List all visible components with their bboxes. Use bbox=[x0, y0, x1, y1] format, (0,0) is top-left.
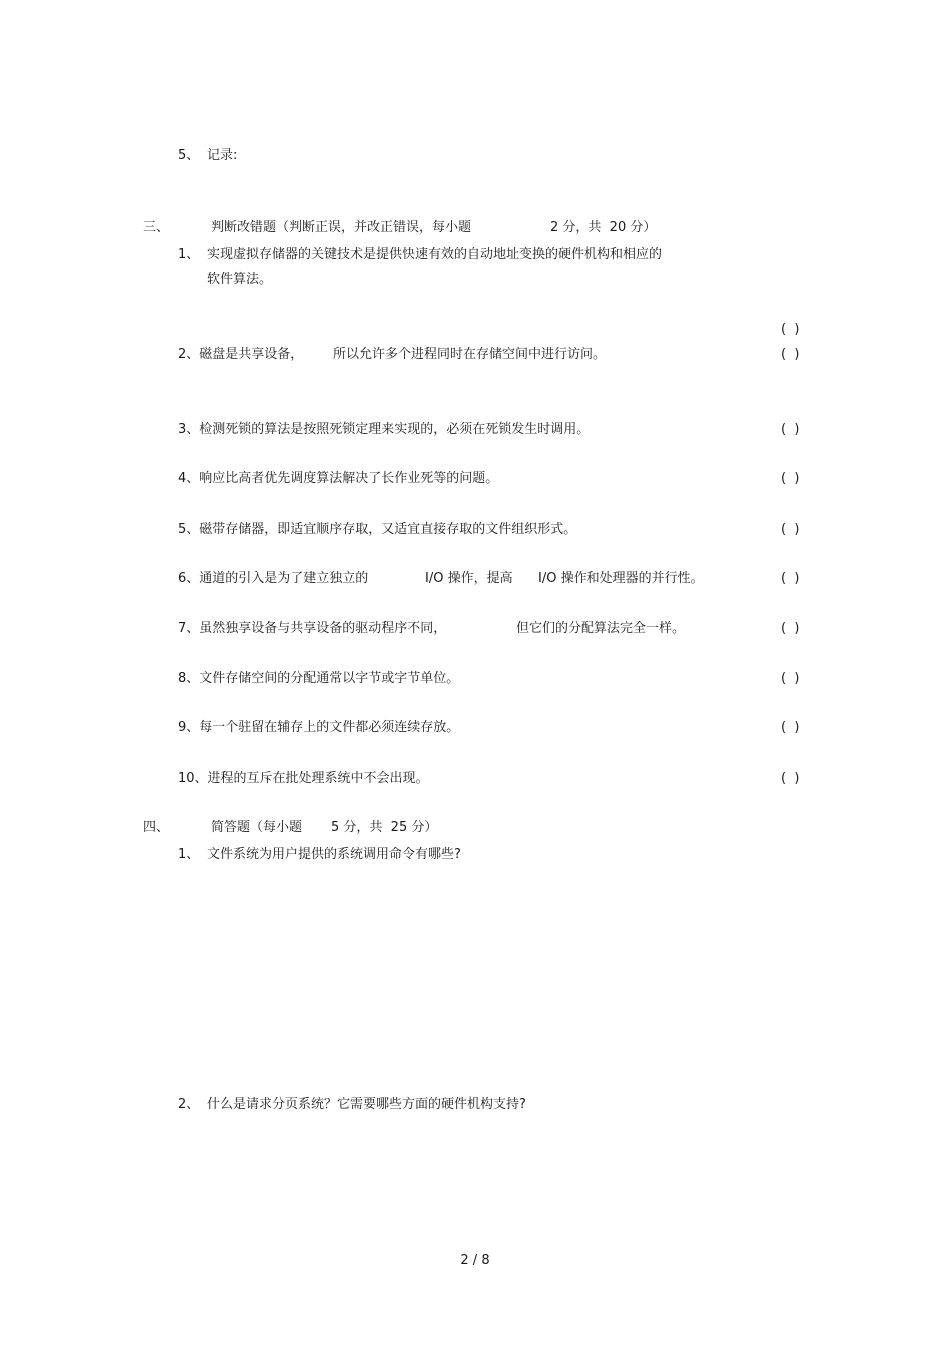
judge-item-2-answer-paren[interactable]: ( ) bbox=[781, 347, 800, 362]
section4-title: 简答题（每小题 bbox=[211, 820, 303, 835]
judge-item-3-answer-paren[interactable]: ( ) bbox=[781, 422, 800, 437]
short-item-1-text: 文件系统为用户提供的系统调用命令有哪些? bbox=[207, 847, 461, 862]
section4-score: 5 分，共 25 分） bbox=[331, 820, 438, 835]
judge-item-7-text-a: 7、虽然独享设备与共享设备的驱动程序不同， bbox=[178, 621, 447, 636]
judge-item-5-text: 5、磁带存储器，即适宜顺序存取，又适宜直接存取的文件组织形式。 bbox=[178, 522, 577, 537]
short-item-1-number: 1、 bbox=[178, 847, 200, 862]
section3-label: 三、 bbox=[143, 220, 170, 235]
prev-item-text: 记录: bbox=[207, 148, 238, 163]
judge-item-7-answer-paren[interactable]: ( ) bbox=[781, 621, 800, 636]
judge-item-6-text-c: I/O 操作和处理器的并行性。 bbox=[538, 571, 704, 586]
judge-item-2-text-a: 2、磁盘是共享设备， bbox=[178, 347, 304, 362]
judge-item-6-answer-paren[interactable]: ( ) bbox=[781, 571, 800, 586]
section3-score: 2 分，共 20 分） bbox=[550, 220, 657, 235]
judge-item-4-text: 4、响应比高者优先调度算法解决了长作业死等的问题。 bbox=[178, 471, 499, 486]
judge-item-8-answer-paren[interactable]: ( ) bbox=[781, 671, 800, 686]
judge-item-1-line2: 软件算法。 bbox=[207, 272, 273, 287]
judge-item-10-text: 10、进程的互斥在批处理系统中不会出现。 bbox=[178, 771, 429, 786]
short-item-2-number: 2、 bbox=[178, 1097, 200, 1112]
prev-item-number: 5、 bbox=[178, 148, 200, 163]
judge-item-1-line1: 实现虚拟存储器的关键技术是提供快速有效的自动地址变换的硬件机构和相应的 bbox=[207, 247, 663, 262]
judge-item-3-text: 3、检测死锁的算法是按照死锁定理来实现的，必须在死锁发生时调用。 bbox=[178, 422, 590, 437]
judge-item-6-text-b: I/O 操作，提高 bbox=[425, 571, 513, 586]
page-number: 2 / 8 bbox=[460, 1253, 490, 1268]
judge-item-10-answer-paren[interactable]: ( ) bbox=[781, 771, 800, 786]
judge-item-7-text-b: 但它们的分配算法完全一样。 bbox=[516, 621, 686, 636]
judge-item-8-text: 8、文件存储空间的分配通常以字节或字节单位。 bbox=[178, 671, 460, 686]
judge-item-4-answer-paren[interactable]: ( ) bbox=[781, 471, 800, 486]
section3-title: 判断改错题（判断正误，并改正错误，每小题 bbox=[211, 220, 472, 235]
judge-item-1-number: 1、 bbox=[178, 247, 200, 262]
judge-item-9-text: 9、每一个驻留在辅存上的文件都必须连续存放。 bbox=[178, 720, 460, 735]
judge-item-1-answer-paren[interactable]: ( ) bbox=[781, 322, 800, 337]
judge-item-9-answer-paren[interactable]: ( ) bbox=[781, 720, 800, 735]
judge-item-6-text-a: 6、通道的引入是为了建立独立的 bbox=[178, 571, 369, 586]
short-item-2-text: 什么是请求分页系统？它需要哪些方面的硬件机构支持? bbox=[207, 1097, 526, 1112]
judge-item-2-text-b: 所以允许多个进程同时在存储空间中进行访问。 bbox=[333, 347, 607, 362]
section4-label: 四、 bbox=[143, 820, 170, 835]
judge-item-5-answer-paren[interactable]: ( ) bbox=[781, 522, 800, 537]
